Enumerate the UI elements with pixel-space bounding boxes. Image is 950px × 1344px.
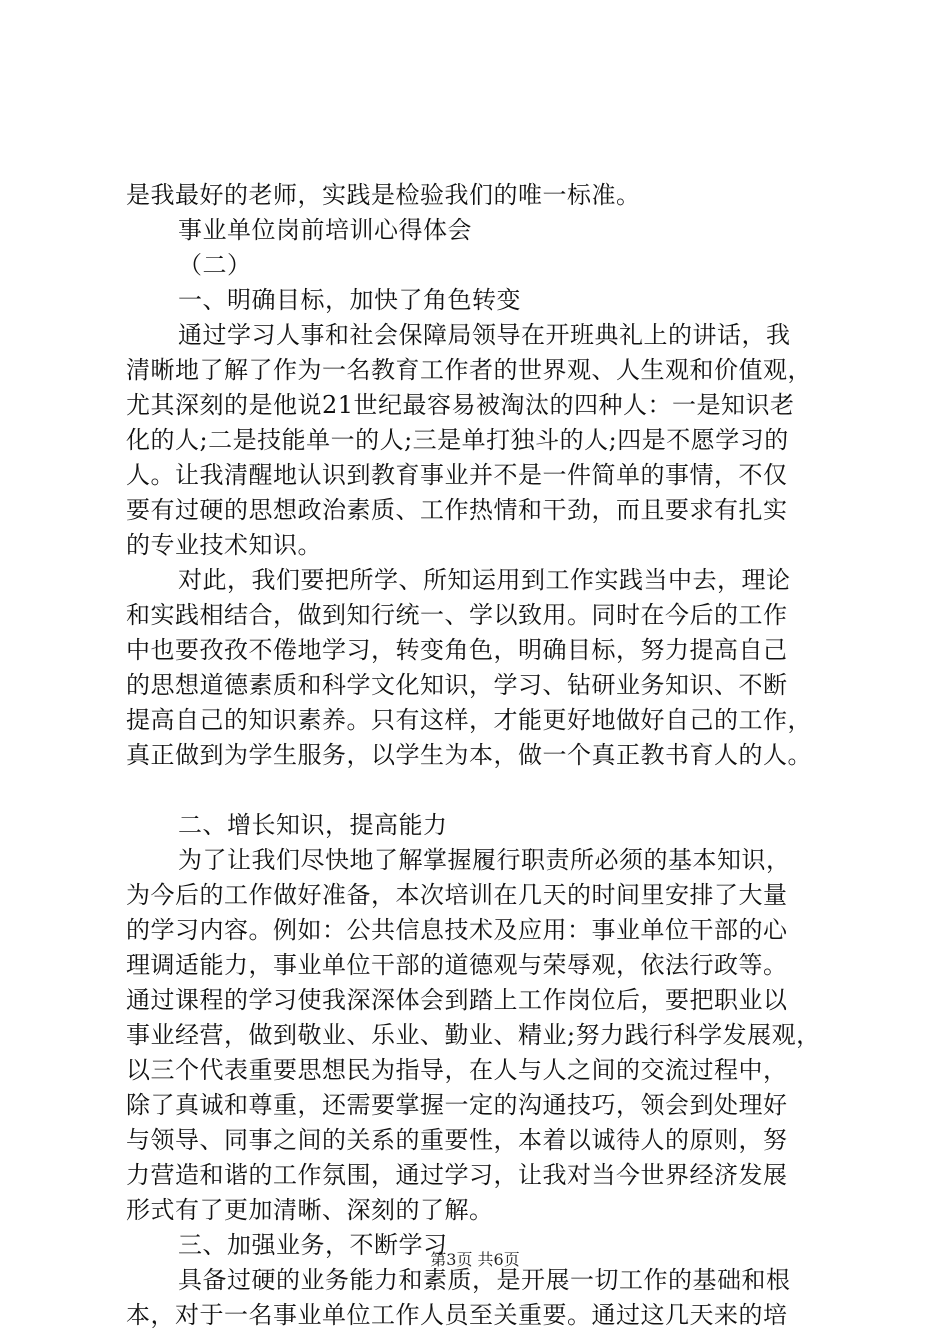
- text-line: 具备过硬的业务能力和素质，是开展一切工作的基础和根: [178, 1266, 791, 1294]
- text-line: 二、增长知识，提高能力: [178, 811, 448, 839]
- text-line: 本，对于一名事业单位工作人员至关重要。通过这几天来的培: [126, 1301, 788, 1329]
- text-line: 和实践相结合，做到知行统一、学以致用。同时在今后的工作: [126, 601, 788, 629]
- text-line: 是我最好的老师，实践是检验我们的唯一标准。: [126, 181, 641, 209]
- text-line: 的学习内容。例如：公共信息技术及应用：事业单位干部的心: [126, 916, 788, 944]
- text-line: 人。让我清醒地认识到教育事业并不是一件简单的事情，不仅: [126, 461, 788, 489]
- text-line: 的思想道德素质和科学文化知识，学习、钻研业务知识、不断: [126, 671, 788, 699]
- document-body: [126, 178, 832, 1333]
- text-line: 清晰地了解了作为一名教育工作者的世界观、人生观和价值观，: [126, 356, 812, 384]
- text-line: 要有过硬的思想政治素质、工作热情和干劲，而且要求有扎实: [126, 496, 788, 524]
- text-line: 一、明确目标，加快了角色转变: [178, 286, 521, 314]
- text-line: 提高自己的知识素养。只有这样，才能更好地做好自己的工作，: [126, 706, 812, 734]
- text-line: 理调适能力，事业单位干部的道德观与荣辱观，依法行政等。: [126, 951, 788, 979]
- text-line: 与领导、同事之间的关系的重要性，本着以诚待人的原则，努: [126, 1126, 788, 1154]
- text-line: （二）: [178, 251, 252, 279]
- text-line: 事业单位岗前培训心得体会: [178, 216, 472, 244]
- blank-line: [126, 773, 832, 808]
- text-line: 对此，我们要把所学、所知运用到工作实践当中去，理论: [178, 566, 791, 594]
- text-line: 真正做到为学生服务，以学生为本，做一个真正教书育人的人。: [126, 741, 812, 769]
- text-line: 通过学习人事和社会保障局领导在开班典礼上的讲话，我: [178, 321, 791, 349]
- text-line: 中也要孜孜不倦地学习，转变角色，明确目标，努力提高自己: [126, 636, 788, 664]
- text-line: 三、加强业务，不断学习: [178, 1231, 448, 1259]
- page-footer: 第3页 共6页: [430, 1250, 520, 1269]
- text-line: 的专业技术知识。: [126, 531, 322, 559]
- text-line: 通过课程的学习使我深深体会到踏上工作岗位后，要把职业以: [126, 986, 788, 1014]
- text-line: 除了真诚和尊重，还需要掌握一定的沟通技巧，领会到处理好: [126, 1091, 788, 1119]
- text-line: 事业经营，做到敬业、乐业、勤业、精业;努力践行科学发展观，: [126, 1021, 821, 1049]
- text-line: 尤其深刻的是他说21世纪最容易被淘汰的四种人：一是知识老: [126, 391, 795, 419]
- text-line: 为今后的工作做好准备，本次培训在几天的时间里安排了大量: [126, 881, 788, 909]
- text-line: 形式有了更加清晰、深刻的了解。: [126, 1196, 494, 1224]
- text-line: 化的人;二是技能单一的人;三是单打独斗的人;四是不愿学习的: [126, 426, 789, 454]
- text-line: 为了让我们尽快地了解掌握履行职责所必须的基本知识，: [178, 846, 791, 874]
- text-line: 力营造和谐的工作氛围，通过学习，让我对当今世界经济发展: [126, 1161, 788, 1189]
- text-line: 以三个代表重要思想民为指导，在人与人之间的交流过程中，: [126, 1056, 788, 1084]
